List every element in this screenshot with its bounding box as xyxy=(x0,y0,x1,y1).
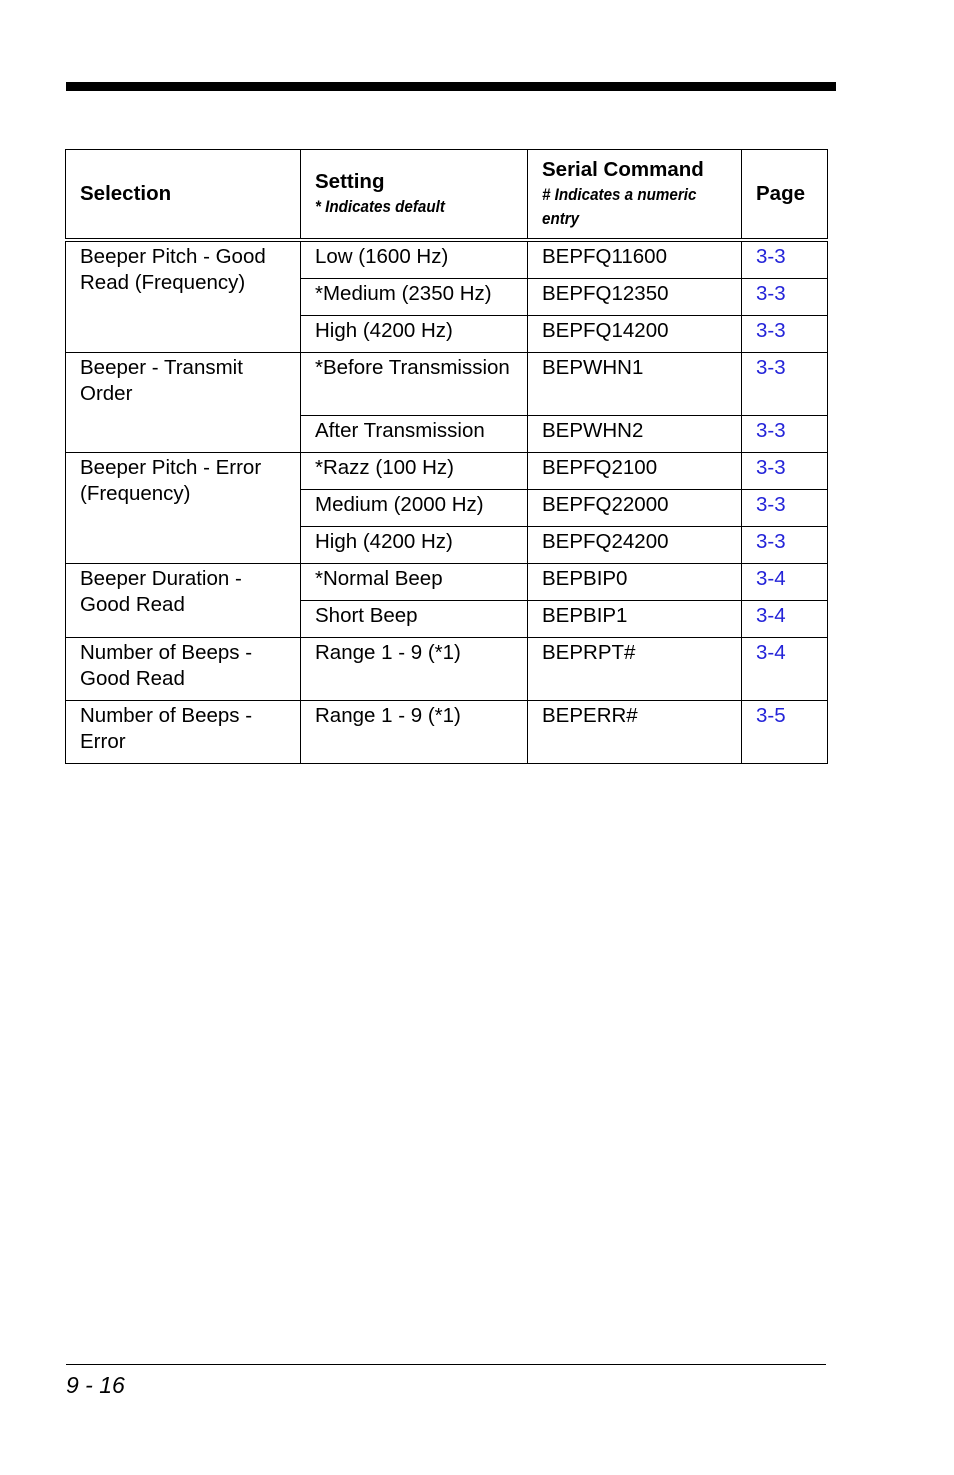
command-cell: BEPRPT# xyxy=(528,638,742,701)
page-link[interactable]: 3-4 xyxy=(756,567,786,590)
command-cell: BEPFQ24200 xyxy=(528,527,742,564)
page-link[interactable]: 3-3 xyxy=(756,456,786,479)
page-link[interactable]: 3-3 xyxy=(756,356,786,379)
serial-command-table xyxy=(65,149,828,764)
page-link[interactable]: 3-4 xyxy=(756,641,786,664)
page-link[interactable]: 3-3 xyxy=(756,419,786,442)
setting-cell: After Transmission xyxy=(301,416,528,453)
selection-cell: Number of Beeps - Good Read xyxy=(66,638,301,701)
command-cell: BEPFQ11600 xyxy=(528,240,742,279)
setting-cell: Low (1600 Hz) xyxy=(301,240,528,279)
top-rule xyxy=(66,82,836,91)
selection-cell: Beeper - Transmit Order xyxy=(66,353,301,453)
command-cell: BEPBIP1 xyxy=(528,601,742,638)
header-setting xyxy=(301,150,528,241)
setting-cell: *Normal Beep xyxy=(301,564,528,601)
page-link[interactable]: 3-3 xyxy=(756,530,786,553)
setting-cell: Medium (2000 Hz) xyxy=(301,490,528,527)
page-link[interactable]: 3-3 xyxy=(756,245,786,268)
header-setting-note: * Indicates default xyxy=(315,198,445,216)
table-row xyxy=(66,453,828,490)
page-link[interactable]: 3-3 xyxy=(756,319,786,342)
selection-cell: Beeper Pitch - Good Read (Frequency) xyxy=(66,240,301,353)
command-cell: BEPFQ12350 xyxy=(528,279,742,316)
table-row xyxy=(66,353,828,416)
command-cell: BEPWHN1 xyxy=(528,353,742,416)
setting-cell: *Razz (100 Hz) xyxy=(301,453,528,490)
header-page: Page xyxy=(742,150,828,241)
table-header-row xyxy=(66,150,828,241)
page-link[interactable]: 3-5 xyxy=(756,704,786,727)
header-serial-command xyxy=(528,150,742,241)
selection-cell: Beeper Pitch - Error (Frequency) xyxy=(66,453,301,564)
setting-cell: High (4200 Hz) xyxy=(301,316,528,353)
selection-cell: Beeper Duration - Good Read xyxy=(66,564,301,638)
command-cell: BEPFQ2100 xyxy=(528,453,742,490)
command-cell: BEPFQ14200 xyxy=(528,316,742,353)
page-link[interactable]: 3-3 xyxy=(756,493,786,516)
command-cell: BEPFQ22000 xyxy=(528,490,742,527)
header-selection: Selection xyxy=(66,150,301,241)
command-cell: BEPERR# xyxy=(528,701,742,764)
footer-rule xyxy=(66,1364,826,1365)
page-number: 9 - 16 xyxy=(66,1372,125,1398)
table-row xyxy=(66,701,828,764)
page-link[interactable]: 3-4 xyxy=(756,604,786,627)
setting-cell: Range 1 - 9 (*1) xyxy=(301,701,528,764)
header-setting-label: Setting xyxy=(315,170,385,193)
header-serial-label: Serial Command xyxy=(542,158,704,181)
table-row xyxy=(66,638,828,701)
command-cell: BEPBIP0 xyxy=(528,564,742,601)
setting-cell: High (4200 Hz) xyxy=(301,527,528,564)
setting-cell: Short Beep xyxy=(301,601,528,638)
table-row xyxy=(66,240,828,279)
table-row xyxy=(66,564,828,601)
command-cell: BEPWHN2 xyxy=(528,416,742,453)
page-link[interactable]: 3-3 xyxy=(756,282,786,305)
setting-cell: *Before Transmission xyxy=(301,353,528,416)
header-serial-note: # Indicates a numeric entry xyxy=(542,186,697,228)
selection-cell: Number of Beeps - Error xyxy=(66,701,301,764)
setting-cell: Range 1 - 9 (*1) xyxy=(301,638,528,701)
setting-cell: *Medium (2350 Hz) xyxy=(301,279,528,316)
